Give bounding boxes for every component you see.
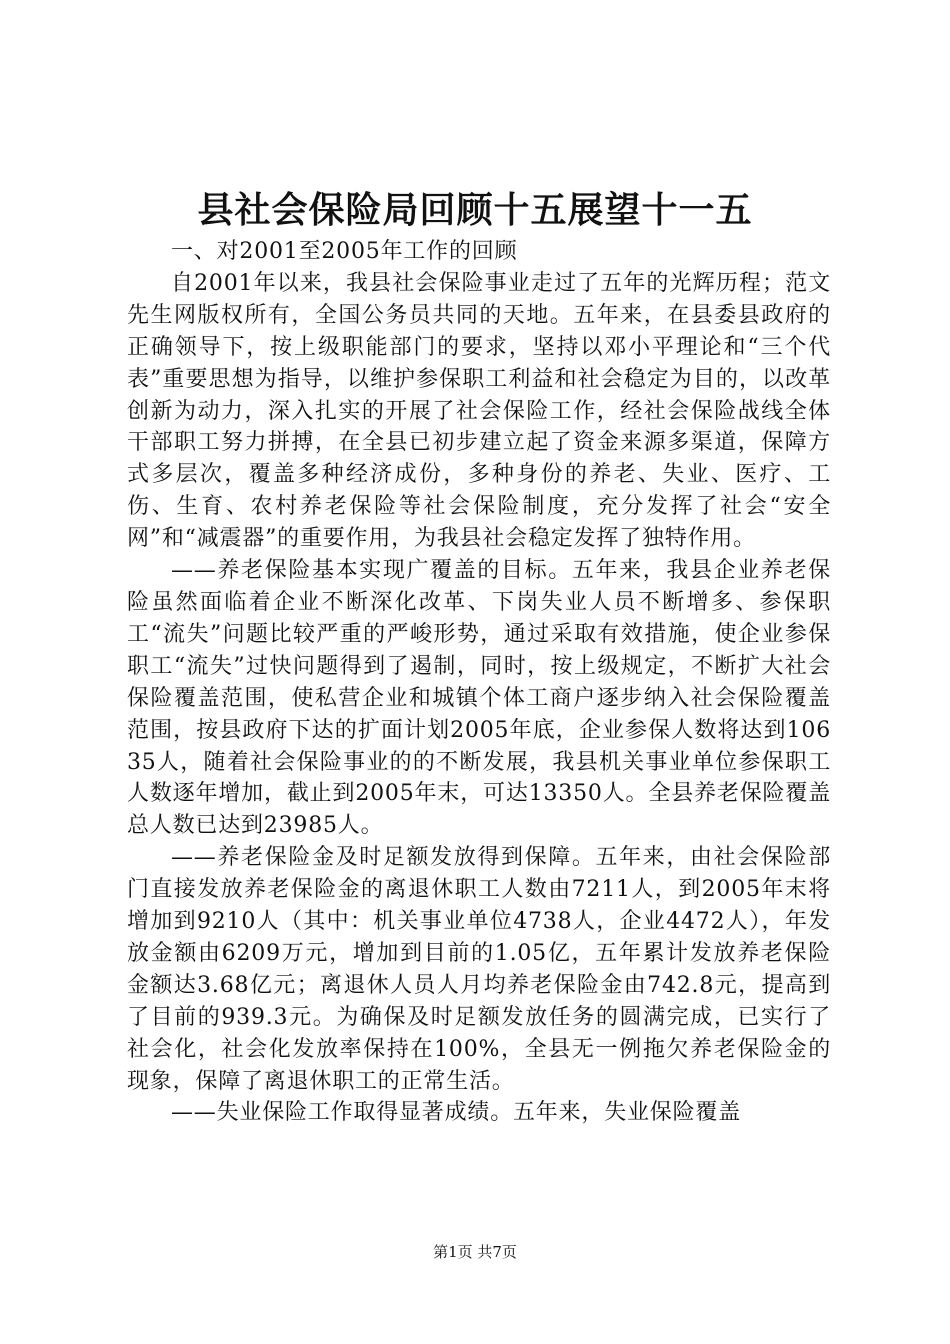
paragraph-pension-payment: ——养老保险金及时足额发放得到保障。五年来，由社会保险部门直接发放养老保险金的离退休职工人数由7211人，到2005年末将增加到9210人（其中：机关事业单位4738人，企业4472人），年发放金额由6209万元，增加到目前的1.05亿，五年累计发放养老保险金额达3.68亿元；离退休人员人月均养老保险金由742.8元，提高到了目前的939.3元。为确保及时足额发放任务的圆满完成，已实行了社会化，社会化发放率保持在100%，全县无一例拖欠养老保险金的现象，保障了离退休职工的正常生活。 <box>127 845 831 1094</box>
section-heading: 一、对2001至2005年工作的回顾 <box>171 239 518 264</box>
document-body <box>127 236 831 1129</box>
paragraph-pension-coverage: ——养老保险基本实现广覆盖的目标。五年来，我县企业养老保险虽然面临着企业不断深化改革、下岗失业人员不断增多、参保职工“流失”问题比较严重的严峻形势，通过采取有效措施，使企业参保职工“流失”过快问题得到了遏制，同时，按上级规定，不断扩大社会保险覆盖范围，使私营企业和城镇个体工商户逐步纳入社会保险覆盖范围，按县政府下达的扩面计划2005年底，企业参保人数将达到10635人，随着社会保险事业的的不断发展，我县机关事业单位参保职工人数逐年增加，截止到2005年末，可达13350人。全县养老保险覆盖总人数已达到23985人。 <box>127 558 831 839</box>
page-footer: 第1页 共7页 <box>433 1243 517 1261</box>
paragraph-intro: 自2001年以来，我县社会保险事业走过了五年的光辉历程；范文先生网版权所有，全国公务员共同的天地。五年来，在县委县政府的正确领导下，按上级职能部门的要求，坚持以邓小平理论和“三个代表”重要思想为指导，以维护参保职工利益和社会稳定为目的，以改革创新为动力，深入扎实的开展了社会保险工作，经社会保险战线全体干部职工努力拼搏，在全县已初步建立起了资金来源多渠道，保障方式多层次，覆盖多种经济成份，多种身份的养老、失业、医疗、工伤、生育、农村养老保险等社会保险制度，充分发挥了社会“安全网”和“减震器”的重要作用，为我县社会稳定发挥了独特作用。 <box>127 270 831 552</box>
document-title: 县社会保险局回顾十五展望十一五 <box>197 189 753 231</box>
paragraph-unemployment: ——失业保险工作取得显著成绩。五年来，失业保险覆盖 <box>171 1100 742 1126</box>
